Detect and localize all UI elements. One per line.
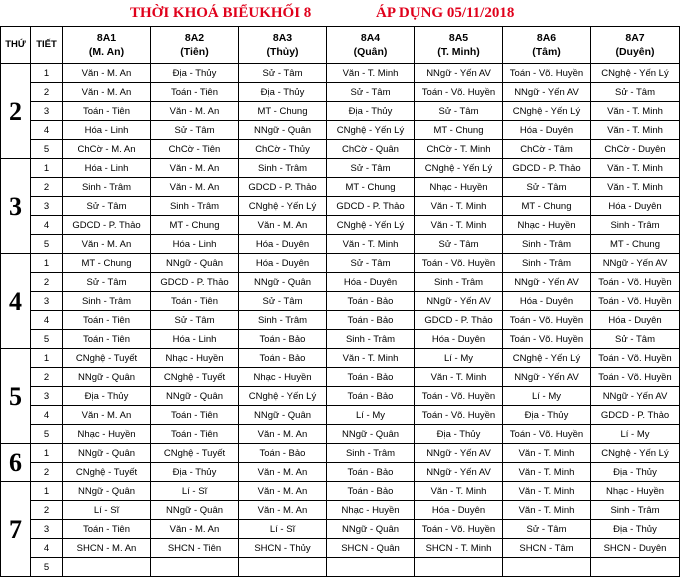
lesson-cell: Văn - T. Minh (415, 197, 503, 216)
period-number: 2 (31, 83, 63, 102)
lesson-cell: Văn - M. An (63, 64, 151, 83)
lesson-cell: Toán - Võ. Huyền (503, 311, 591, 330)
lesson-cell: SHCN - Tiên (151, 539, 239, 558)
lesson-cell: Sử - Tâm (415, 235, 503, 254)
period-row (1, 235, 680, 254)
lesson-cell: Toán - Võ. Huyền (415, 387, 503, 406)
period-number: 3 (31, 387, 63, 406)
class-teacher: (Thủy) (266, 46, 299, 58)
lesson-cell: Văn - M. An (239, 216, 327, 235)
lesson-cell (591, 558, 680, 577)
period-number: 2 (31, 501, 63, 520)
header-tiet: TIẾT (31, 27, 63, 64)
class-code: 8A2 (184, 32, 205, 44)
lesson-cell (151, 558, 239, 577)
period-number: 4 (31, 121, 63, 140)
class-code: 8A5 (448, 32, 469, 44)
lesson-cell (63, 558, 151, 577)
header-class-8a4 (327, 27, 415, 64)
class-code: 8A4 (360, 32, 381, 44)
period-row (1, 140, 680, 159)
lesson-cell: Toán - Võ. Huyền (415, 406, 503, 425)
lesson-cell: Địa - Thủy (239, 83, 327, 102)
period-row (1, 216, 680, 235)
lesson-cell: Toán - Tiên (63, 102, 151, 121)
lesson-cell: Địa - Thủy (591, 463, 680, 482)
lesson-cell: SHCN - Thủy (239, 539, 327, 558)
lesson-cell: ChCờ - T. Minh (415, 140, 503, 159)
lesson-cell: ChCờ - M. An (63, 140, 151, 159)
class-code: 8A1 (96, 32, 117, 44)
lesson-cell: MT - Chung (239, 102, 327, 121)
lesson-cell: Hóa - Duyên (591, 311, 680, 330)
lesson-cell: Văn - M. An (151, 520, 239, 539)
lesson-cell: CNghệ - Yến Lý (239, 387, 327, 406)
lesson-cell: SHCN - T. Minh (415, 539, 503, 558)
lesson-cell: Sinh - Trâm (503, 235, 591, 254)
period-row (1, 425, 680, 444)
timetable-body (1, 64, 680, 577)
lesson-cell: Toán - Bảo (239, 349, 327, 368)
lesson-cell: Toán - Võ. Huyền (503, 64, 591, 83)
lesson-cell: NNgữ - Yến AV (503, 368, 591, 387)
period-row (1, 558, 680, 577)
period-row (1, 273, 680, 292)
period-row (1, 444, 680, 463)
lesson-cell: Toán - Võ. Huyền (503, 330, 591, 349)
lesson-cell: Sử - Tâm (63, 197, 151, 216)
lesson-cell: Địa - Thủy (151, 64, 239, 83)
lesson-cell: Nhạc - Huyền (591, 482, 680, 501)
lesson-cell: Văn - T. Minh (327, 235, 415, 254)
lesson-cell: Lí - My (591, 425, 680, 444)
period-row (1, 83, 680, 102)
lesson-cell: NNgữ - Yến AV (591, 254, 680, 273)
lesson-cell: Địa - Thủy (415, 425, 503, 444)
lesson-cell: Sử - Tâm (239, 64, 327, 83)
period-number: 1 (31, 444, 63, 463)
lesson-cell: Địa - Thủy (591, 520, 680, 539)
class-teacher: (Duyên) (615, 46, 655, 58)
lesson-cell: SHCN - Duyên (591, 539, 680, 558)
lesson-cell: NNgữ - Quân (239, 406, 327, 425)
lesson-cell: NNgữ - Yến AV (415, 64, 503, 83)
lesson-cell: GDCD - P. Thảo (503, 159, 591, 178)
lesson-cell: NNgữ - Quân (63, 482, 151, 501)
lesson-cell: NNgữ - Quân (239, 121, 327, 140)
lesson-cell: CNghệ - Yến Lý (591, 64, 680, 83)
period-row (1, 254, 680, 273)
lesson-cell: Sử - Tâm (591, 83, 680, 102)
lesson-cell: Sinh - Trâm (151, 197, 239, 216)
lesson-cell: Sử - Tâm (503, 520, 591, 539)
lesson-cell: Văn - T. Minh (591, 159, 680, 178)
lesson-cell: CNghệ - Yến Lý (503, 102, 591, 121)
period-number: 2 (31, 273, 63, 292)
period-row (1, 501, 680, 520)
day-label: 6 (1, 444, 31, 482)
lesson-cell: NNgữ - Yến AV (591, 387, 680, 406)
lesson-cell: SHCN - Tâm (503, 539, 591, 558)
lesson-cell: Nhạc - Huyền (503, 216, 591, 235)
lesson-cell: Địa - Thủy (151, 463, 239, 482)
period-number: 1 (31, 254, 63, 273)
lesson-cell: Toán - Tiên (63, 330, 151, 349)
lesson-cell: GDCD - P. Thảo (591, 406, 680, 425)
period-number: 3 (31, 102, 63, 121)
class-teacher: (Quân) (353, 46, 388, 58)
lesson-cell: Hóa - Duyên (415, 330, 503, 349)
lesson-cell: Toán - Bảo (327, 311, 415, 330)
lesson-cell: CNghệ - Yến Lý (591, 444, 680, 463)
lesson-cell: Toán - Bảo (327, 463, 415, 482)
lesson-cell: Sinh - Trâm (327, 330, 415, 349)
header-class-8a6 (503, 27, 591, 64)
period-number: 5 (31, 140, 63, 159)
lesson-cell: MT - Chung (591, 235, 680, 254)
lesson-cell: Hóa - Duyên (503, 121, 591, 140)
lesson-cell: NNgữ - Yến AV (415, 463, 503, 482)
period-number: 3 (31, 197, 63, 216)
lesson-cell: Toán - Tiên (151, 425, 239, 444)
lesson-cell: Toán - Bảo (327, 292, 415, 311)
lesson-cell: CNghệ - Yến Lý (415, 159, 503, 178)
header-class-8a3 (239, 27, 327, 64)
period-row (1, 311, 680, 330)
lesson-cell: Địa - Thủy (503, 406, 591, 425)
lesson-cell: Nhạc - Huyền (415, 178, 503, 197)
period-number: 4 (31, 539, 63, 558)
lesson-cell: NNgữ - Yến AV (503, 273, 591, 292)
period-row (1, 368, 680, 387)
lesson-cell: Toán - Võ. Huyền (503, 425, 591, 444)
lesson-cell: Hóa - Linh (63, 159, 151, 178)
lesson-cell: Hóa - Duyên (415, 501, 503, 520)
lesson-cell: CNghệ - Tuyết (151, 368, 239, 387)
lesson-cell: SHCN - Quân (327, 539, 415, 558)
lesson-cell: ChCờ - Tâm (503, 140, 591, 159)
lesson-cell: Lí - My (327, 406, 415, 425)
period-number: 3 (31, 520, 63, 539)
lesson-cell: MT - Chung (327, 178, 415, 197)
lesson-cell: Văn - T. Minh (415, 368, 503, 387)
period-row (1, 387, 680, 406)
lesson-cell: NNgữ - Yến AV (415, 444, 503, 463)
lesson-cell: Toán - Tiên (63, 520, 151, 539)
period-row (1, 197, 680, 216)
period-row (1, 349, 680, 368)
lesson-cell: MT - Chung (63, 254, 151, 273)
lesson-cell: Lí - My (415, 349, 503, 368)
period-row (1, 330, 680, 349)
lesson-cell: Lí - Sĩ (63, 501, 151, 520)
lesson-cell: Toán - Bảo (327, 482, 415, 501)
period-number: 1 (31, 159, 63, 178)
period-number: 4 (31, 406, 63, 425)
lesson-cell: Toán - Bảo (327, 368, 415, 387)
period-number: 2 (31, 368, 63, 387)
lesson-cell: Sinh - Trâm (591, 216, 680, 235)
lesson-cell: CNghệ - Tuyết (151, 444, 239, 463)
day-label: 5 (1, 349, 31, 444)
lesson-cell (415, 558, 503, 577)
lesson-cell: SHCN - M. An (63, 539, 151, 558)
period-row (1, 463, 680, 482)
period-row (1, 482, 680, 501)
lesson-cell: GDCD - P. Thảo (151, 273, 239, 292)
lesson-cell: CNghệ - Tuyết (63, 349, 151, 368)
lesson-cell: Văn - M. An (151, 159, 239, 178)
header-class-8a1 (63, 27, 151, 64)
lesson-cell (239, 558, 327, 577)
lesson-cell: NNgữ - Quân (327, 425, 415, 444)
lesson-cell: Lí - Sĩ (151, 482, 239, 501)
lesson-cell: Toán - Võ. Huyền (591, 349, 680, 368)
lesson-cell: Nhạc - Huyền (327, 501, 415, 520)
lesson-cell: Toán - Võ. Huyền (591, 368, 680, 387)
lesson-cell: Văn - T. Minh (591, 178, 680, 197)
lesson-cell: NNgữ - Yến AV (415, 292, 503, 311)
lesson-cell: Toán - Bảo (239, 444, 327, 463)
lesson-cell: Sử - Tâm (327, 159, 415, 178)
title-row (0, 0, 680, 26)
lesson-cell: Hóa - Duyên (503, 292, 591, 311)
lesson-cell: Sinh - Trâm (239, 311, 327, 330)
day-label: 7 (1, 482, 31, 577)
period-number: 4 (31, 311, 63, 330)
lesson-cell: Sử - Tâm (327, 83, 415, 102)
lesson-cell: Hóa - Duyên (327, 273, 415, 292)
lesson-cell: Văn - M. An (151, 178, 239, 197)
period-number: 2 (31, 178, 63, 197)
lesson-cell: CNghệ - Yến Lý (239, 197, 327, 216)
period-row (1, 159, 680, 178)
period-number: 5 (31, 330, 63, 349)
lesson-cell: Toán - Võ. Huyền (591, 273, 680, 292)
lesson-cell: Toán - Tiên (63, 311, 151, 330)
class-code: 8A3 (272, 32, 293, 44)
lesson-cell: Lí - My (503, 387, 591, 406)
lesson-cell: GDCD - P. Thảo (415, 311, 503, 330)
lesson-cell: MT - Chung (151, 216, 239, 235)
lesson-cell: Văn - M. An (63, 83, 151, 102)
period-row (1, 64, 680, 83)
period-number: 1 (31, 64, 63, 83)
lesson-cell: Văn - M. An (239, 501, 327, 520)
lesson-cell: Sinh - Trâm (63, 178, 151, 197)
period-number: 5 (31, 425, 63, 444)
lesson-cell: Toán - Võ. Huyền (591, 292, 680, 311)
lesson-cell: CNghệ - Yến Lý (503, 349, 591, 368)
lesson-cell: Văn - T. Minh (415, 216, 503, 235)
lesson-cell (327, 558, 415, 577)
lesson-cell: Văn - T. Minh (503, 501, 591, 520)
period-number: 3 (31, 292, 63, 311)
lesson-cell: NNgữ - Quân (151, 501, 239, 520)
lesson-cell: Toán - Võ. Huyền (415, 83, 503, 102)
class-teacher: (Tâm) (532, 46, 561, 58)
lesson-cell: Văn - T. Minh (503, 463, 591, 482)
lesson-cell: ChCờ - Duyên (591, 140, 680, 159)
lesson-cell: Hóa - Duyên (591, 197, 680, 216)
lesson-cell: Văn - T. Minh (591, 121, 680, 140)
lesson-cell: Hóa - Linh (63, 121, 151, 140)
header-row (1, 27, 680, 64)
lesson-cell: GDCD - P. Thảo (327, 197, 415, 216)
lesson-cell: Sử - Tâm (327, 254, 415, 273)
period-number: 4 (31, 216, 63, 235)
lesson-cell: MT - Chung (415, 121, 503, 140)
lesson-cell: ChCờ - Tiên (151, 140, 239, 159)
timetable-grid (0, 26, 680, 577)
lesson-cell: Nhạc - Huyền (239, 368, 327, 387)
lesson-cell: ChCờ - Thủy (239, 140, 327, 159)
lesson-cell: Toán - Võ. Huyền (415, 520, 503, 539)
lesson-cell: GDCD - P. Thảo (239, 178, 327, 197)
lesson-cell: Toán - Tiên (151, 83, 239, 102)
period-row (1, 121, 680, 140)
lesson-cell: Toán - Võ. Huyền (415, 254, 503, 273)
period-row (1, 406, 680, 425)
day-label: 3 (1, 159, 31, 254)
lesson-cell: Văn - M. An (63, 406, 151, 425)
period-row (1, 102, 680, 121)
lesson-cell: Sinh - Trâm (327, 444, 415, 463)
lesson-cell: MT - Chung (503, 197, 591, 216)
lesson-cell: Văn - M. An (63, 235, 151, 254)
lesson-cell: Hóa - Linh (151, 330, 239, 349)
lesson-cell: NNgữ - Quân (151, 387, 239, 406)
class-teacher: (Tiên) (180, 46, 209, 58)
lesson-cell: Văn - T. Minh (415, 482, 503, 501)
lesson-cell: Sinh - Trâm (63, 292, 151, 311)
lesson-cell: Hóa - Linh (151, 235, 239, 254)
period-number: 5 (31, 558, 63, 577)
lesson-cell: NNgữ - Quân (151, 254, 239, 273)
day-label: 4 (1, 254, 31, 349)
lesson-cell: CNghệ - Yến Lý (327, 121, 415, 140)
class-teacher: (T. Minh) (437, 46, 480, 58)
lesson-cell: Văn - M. An (239, 482, 327, 501)
period-number: 1 (31, 482, 63, 501)
lesson-cell: Văn - M. An (151, 102, 239, 121)
lesson-cell: Nhạc - Huyền (63, 425, 151, 444)
class-code: 8A6 (536, 32, 557, 44)
lesson-cell: Văn - M. An (239, 463, 327, 482)
lesson-cell: Văn - T. Minh (503, 482, 591, 501)
lesson-cell: Sử - Tâm (591, 330, 680, 349)
header-thu: THỨ (1, 27, 31, 64)
lesson-cell: Sinh - Trâm (239, 159, 327, 178)
lesson-cell: Sử - Tâm (239, 292, 327, 311)
period-number: 1 (31, 349, 63, 368)
lesson-cell: Sinh - Trâm (591, 501, 680, 520)
lesson-cell: Sử - Tâm (151, 311, 239, 330)
lesson-cell: Nhạc - Huyền (151, 349, 239, 368)
lesson-cell: Địa - Thủy (327, 102, 415, 121)
lesson-cell: Sử - Tâm (415, 102, 503, 121)
lesson-cell: ChCờ - Quân (327, 140, 415, 159)
lesson-cell: Văn - T. Minh (327, 64, 415, 83)
lesson-cell: Sử - Tâm (503, 178, 591, 197)
lesson-cell: Hóa - Duyên (239, 235, 327, 254)
lesson-cell: Sinh - Trâm (415, 273, 503, 292)
lesson-cell: Sinh - Trâm (503, 254, 591, 273)
header-class-8a7 (591, 27, 680, 64)
period-row (1, 539, 680, 558)
lesson-cell: CNghệ - Yến Lý (327, 216, 415, 235)
period-row (1, 292, 680, 311)
period-row (1, 178, 680, 197)
timetable-title: THỜI KHOÁ BIỂUKHỐI 8 (130, 5, 312, 21)
day-label: 2 (1, 64, 31, 159)
lesson-cell: Toán - Bảo (239, 330, 327, 349)
lesson-cell: Toán - Tiên (151, 406, 239, 425)
period-number: 5 (31, 235, 63, 254)
period-number: 2 (31, 463, 63, 482)
class-teacher: (M. An) (88, 46, 125, 58)
lesson-cell (503, 558, 591, 577)
lesson-cell: Toán - Bảo (327, 387, 415, 406)
header-class-8a5 (415, 27, 503, 64)
lesson-cell: Văn - T. Minh (591, 102, 680, 121)
lesson-cell: CNghệ - Tuyết (63, 463, 151, 482)
class-code: 8A7 (625, 32, 645, 44)
lesson-cell: Sử - Tâm (63, 273, 151, 292)
lesson-cell: Địa - Thủy (63, 387, 151, 406)
period-row (1, 520, 680, 539)
lesson-cell: Văn - T. Minh (503, 444, 591, 463)
lesson-cell: NNgữ - Quân (327, 520, 415, 539)
lesson-cell: Lí - Sĩ (239, 520, 327, 539)
lesson-cell: GDCD - P. Thảo (63, 216, 151, 235)
lesson-cell: Hóa - Duyên (239, 254, 327, 273)
lesson-cell: NNgữ - Quân (63, 368, 151, 387)
lesson-cell: Văn - T. Minh (327, 349, 415, 368)
lesson-cell: Văn - M. An (239, 425, 327, 444)
lesson-cell: NNgữ - Quân (63, 444, 151, 463)
lesson-cell: NNgữ - Yến AV (503, 83, 591, 102)
effective-date: ÁP DỤNG 05/11/2018 (376, 5, 515, 21)
header-class-8a2 (151, 27, 239, 64)
lesson-cell: NNgữ - Quân (239, 273, 327, 292)
lesson-cell: Toán - Tiên (151, 292, 239, 311)
lesson-cell: Sử - Tâm (151, 121, 239, 140)
